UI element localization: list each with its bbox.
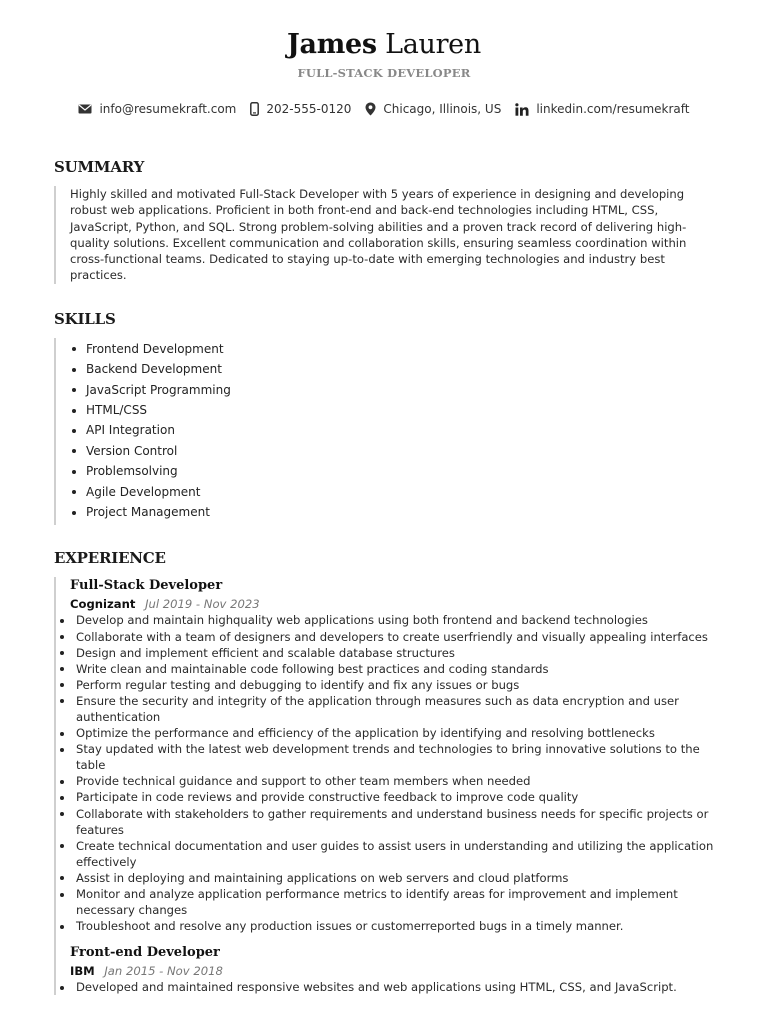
job-meta: [70, 963, 721, 979]
summary-body: [54, 186, 721, 284]
skill-item: Agile Development: [70, 482, 721, 502]
location-text: Chicago, Illinois, US: [383, 102, 502, 116]
duty-item: Develop and maintain highquality web applications using both frontend and backend technologies: [54, 612, 721, 628]
job-role: FULL-STACK DEVELOPER: [297, 66, 471, 80]
duty-item: Stay updated with the latest web development trends and technologies to bring innovative solutions to the table: [54, 741, 721, 773]
contact-bar: [0, 102, 768, 116]
job-title: Full-Stack Developer: [70, 578, 223, 594]
envelope-icon: [78, 104, 92, 114]
job-dates: Jan 2015 - Nov 2018: [104, 964, 223, 979]
linkedin-icon: [515, 103, 529, 116]
duty-item: Perform regular testing and debugging to identify and fix any issues or bugs: [54, 677, 721, 693]
duty-item: Provide technical guidance and support to other team members when needed: [54, 773, 721, 789]
candidate-name: [0, 28, 768, 62]
skill-item: Problemsolving: [70, 461, 721, 481]
skill-item: Backend Development: [70, 359, 721, 379]
job-title: Front-end Developer: [70, 945, 220, 961]
duty-item: Assist in deploying and maintaining applications on web servers and cloud platforms: [54, 870, 721, 886]
duty-item: Collaborate with stakeholders to gather requirements and understand business needs for specific projects or features: [54, 806, 721, 838]
duty-item: Troubleshoot and resolve any production issues or customerreported bugs in a timely manner.: [54, 918, 721, 934]
resume-header: [0, 0, 768, 116]
phone-icon: [250, 102, 259, 116]
company-name: IBM: [70, 964, 95, 979]
job-entry: [70, 577, 721, 934]
email-text: info@resumekraft.com: [99, 102, 237, 116]
job-dates: Jul 2019 - Nov 2023: [145, 597, 260, 612]
linkedin-text: linkedin.com/resumekraft: [536, 102, 690, 116]
job-meta: [70, 596, 721, 612]
job-entry: [70, 944, 721, 995]
duties-list: [54, 979, 721, 995]
duties-list: [54, 612, 721, 934]
duty-item: Collaborate with a team of designers and developers to create userfriendly and visually appealing interfaces: [54, 629, 721, 645]
phone-text: 202-555-0120: [266, 102, 352, 116]
duty-item: Developed and maintained responsive websites and web applications using HTML, CSS, and JavaScript.: [54, 979, 721, 995]
skills-section: [54, 310, 721, 526]
last-name: Lauren: [385, 29, 481, 60]
contact-linkedin[interactable]: [515, 102, 689, 116]
summary-section: [54, 158, 721, 284]
skill-item: JavaScript Programming: [70, 380, 721, 400]
duty-item: Participate in code reviews and provide constructive feedback to improve code quality: [54, 789, 721, 805]
contact-email[interactable]: [78, 102, 236, 116]
skill-item: API Integration: [70, 420, 721, 440]
contact-phone[interactable]: [250, 102, 351, 116]
skills-heading: SKILLS: [54, 309, 116, 328]
experience-heading: EXPERIENCE: [54, 549, 166, 568]
first-name: James: [287, 29, 377, 60]
map-pin-icon: [365, 102, 376, 116]
duty-item: Monitor and analyze application performance metrics to identify areas for improvement and implement necessary changes: [54, 886, 721, 918]
experience-body: [54, 577, 721, 995]
duty-item: Optimize the performance and efficiency of the application by identifying and resolving bottlenecks: [54, 725, 721, 741]
skill-item: Frontend Development: [70, 339, 721, 359]
contact-location: [365, 102, 501, 116]
duty-item: Create technical documentation and user guides to assist users in understanding and utilizing the application effectively: [54, 838, 721, 870]
summary-heading: SUMMARY: [54, 158, 145, 176]
skill-item: HTML/CSS: [70, 400, 721, 420]
duty-item: Design and implement efficient and scalable database structures: [54, 645, 721, 661]
experience-section: [54, 549, 721, 995]
skill-item: Version Control: [70, 441, 721, 461]
company-name: Cognizant: [70, 597, 136, 612]
skills-body: [54, 338, 721, 526]
summary-text: Highly skilled and motivated Full-Stack Developer with 5 years of experience in designing and developing robust web applications. Proficient in both front-end and back-end technologies including HTML, CSS, JavaScript, Python, and SQL. Strong problem-solving abilities and a proven track record of delivering high-quality solutions. Excellent communication and collaboration skills, ensuring seamless coordination within cross-functional teams. Dedicated to staying up-to-date with emerging technologies and industry best practices.: [70, 187, 687, 283]
duty-item: Write clean and maintainable code following best practices and coding standards: [54, 661, 721, 677]
skill-item: Project Management: [70, 502, 721, 522]
skills-list: [70, 339, 721, 523]
duty-item: Ensure the security and integrity of the application through measures such as data encryption and user authentication: [54, 693, 721, 725]
